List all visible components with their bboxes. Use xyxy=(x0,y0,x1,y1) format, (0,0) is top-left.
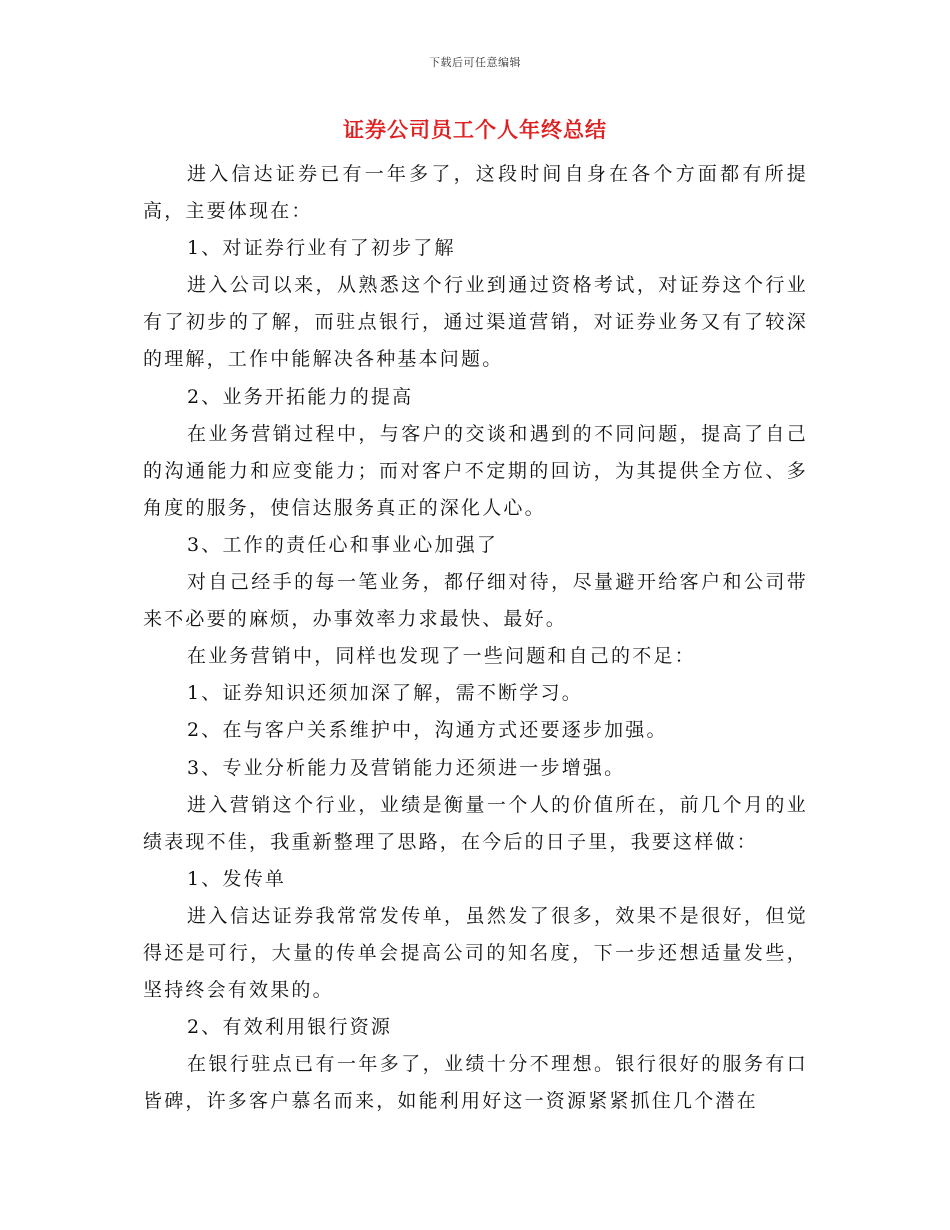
paragraph: 进入营销这个行业，业绩是衡量一个人的价值所在，前几个月的业绩表现不佳，我重新整理了思路，在今后的日子里，我要这样做： xyxy=(143,793,808,853)
section-heading: 3、工作的责任心和事业心加强了 xyxy=(187,533,499,556)
paragraph: 对自己经手的每一笔业务，都仔细对待，尽量避开给客户和公司带来不必要的麻烦，办事效率力求最快、最好。 xyxy=(143,571,808,631)
section-heading: 2、业务开拓能力的提高 xyxy=(187,385,414,408)
header-note: 下载后可任意编辑 xyxy=(429,56,521,69)
section-heading: 2、有效利用银行资源 xyxy=(187,1016,393,1039)
section-heading: 1、对证券行业有了初步了解 xyxy=(187,237,456,260)
paragraph: 进入公司以来，从熟悉这个行业到通过资格考试，对证券这个行业有了初步的了解，而驻点银行，通过渠道营销，对证券业务又有了较深的理解，工作中能解决各种基本问题。 xyxy=(143,274,808,371)
list-item: 2、在与客户关系维护中，沟通方式还要逐步加强。 xyxy=(187,719,668,742)
paragraph: 在业务营销过程中，与客户的交谈和遇到的不同问题，提高了自己的沟通能力和应变能力；而对客户不定期的回访，为其提供全方位、多角度的服务，使信达服务真正的深化人心。 xyxy=(143,422,808,519)
paragraph: 进入信达证券已有一年多了，这段时间自身在各个方面都有所提高，主要体现在： xyxy=(143,163,808,223)
paragraph: 在银行驻点已有一年多了，业绩十分不理想。银行很好的服务有口皆碑，许多客户慕名而来，如能利用好这一资源紧紧抓住几个潜在 xyxy=(143,1053,808,1113)
list-item: 3、专业分析能力及营销能力还须进一步增强。 xyxy=(187,756,626,779)
list-item: 1、证券知识还须加深了解，需不断学习。 xyxy=(187,682,583,705)
paragraph: 进入信达证券我常常发传单，虽然发了很多，效果不是很好，但觉得还是可行，大量的传单会提高公司的知名度，下一步还想适量发些，坚持终会有效果的。 xyxy=(143,904,808,1002)
section-heading: 1、发传单 xyxy=(187,867,287,890)
document-title: 证券公司员工个人年终总结 xyxy=(343,118,607,142)
document-body xyxy=(143,156,808,1120)
paragraph: 在业务营销中，同样也发现了一些问题和自己的不足： xyxy=(187,645,696,668)
